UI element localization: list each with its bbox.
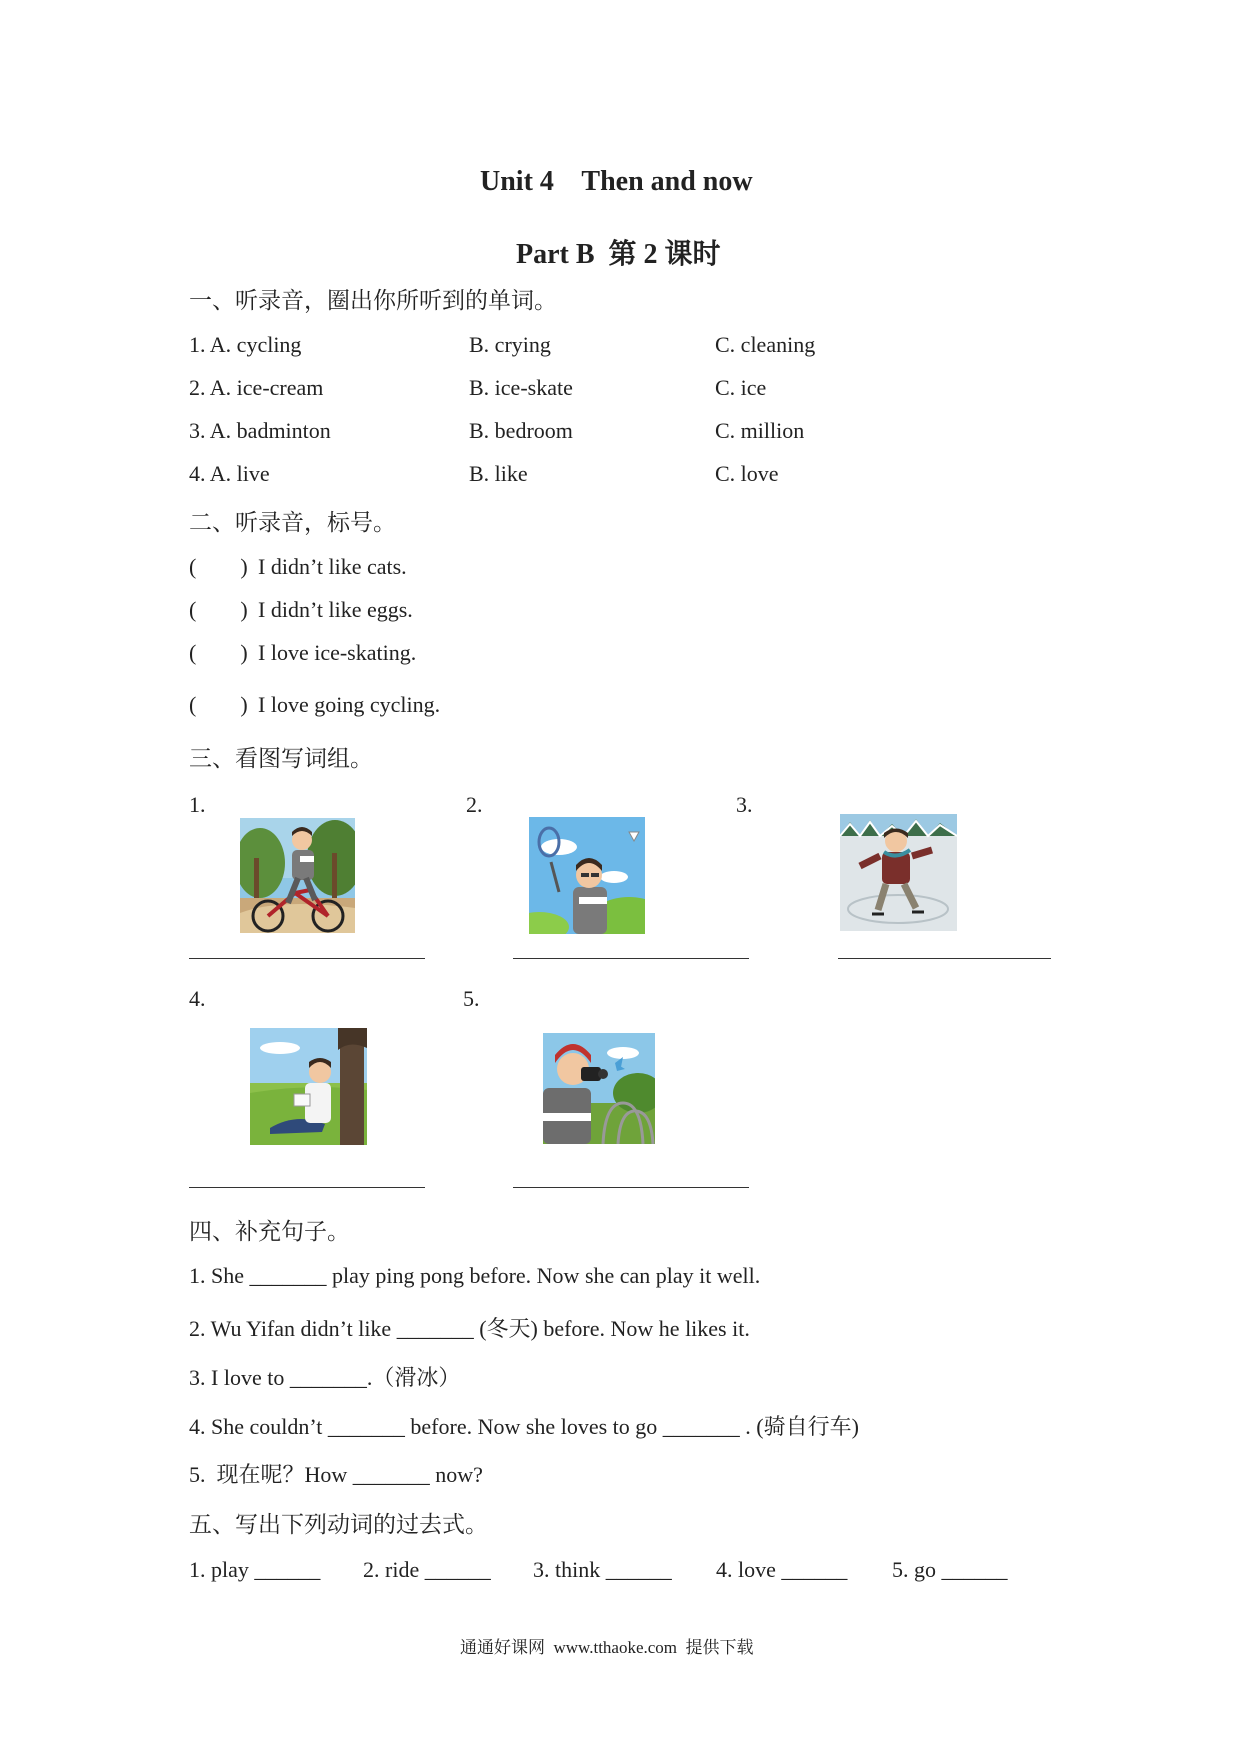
s3-answer-line-1[interactable] <box>189 957 425 959</box>
section4-heading: 四、补充句子。 <box>189 1219 350 1244</box>
s4-sentence-4: 4. She couldn’t _______ before. Now she loves to go _______ . (骑自行车) <box>189 1414 859 1439</box>
section5-heading: 五、写出下列动词的过去式。 <box>189 1512 488 1537</box>
s4-sentence-1: 1. She _______ play ping pong before. Now she can play it well. <box>189 1263 761 1288</box>
s1-row3-b: B. bedroom <box>469 418 573 443</box>
s2-item3-paren[interactable]: ( ) <box>189 640 248 665</box>
s1-row1-b: B. crying <box>469 332 551 357</box>
s3-answer-line-3[interactable] <box>838 957 1051 959</box>
s5-verb-4: 4. love ______ <box>716 1557 848 1582</box>
section2-heading: 二、听录音，标号。 <box>189 510 396 535</box>
taking-photos-picture <box>543 1033 655 1144</box>
s1-row4-a: 4. A. live <box>189 461 270 486</box>
s4-sentence-2: 2. Wu Yifan didn’t like _______ (冬天) before. Now he likes it. <box>189 1316 750 1341</box>
s5-verb-2: 2. ride ______ <box>363 1557 491 1582</box>
footer-credit: 通通好课网 www.tthaoke.com 提供下载 <box>460 1638 754 1657</box>
s3-num5: 5. <box>463 986 480 1011</box>
s1-row1-a: 1. A. cycling <box>189 332 302 357</box>
s2-item1-text: I didn’t like cats. <box>258 554 407 579</box>
s3-answer-line-2[interactable] <box>513 957 749 959</box>
s1-row2-c: C. ice <box>715 375 767 400</box>
s2-item4-text: I love going cycling. <box>258 692 441 717</box>
s1-row2-a: 2. A. ice-cream <box>189 375 324 400</box>
s4-sentence-3: 3. I love to _______.（滑冰） <box>189 1365 461 1390</box>
s1-row3-c: C. million <box>715 418 805 443</box>
s1-row4-c: C. love <box>715 461 779 486</box>
cycling-picture <box>240 818 355 933</box>
s1-row2-b: B. ice-skate <box>469 375 573 400</box>
s2-item3-text: I love ice-skating. <box>258 640 417 665</box>
ice-skating-picture <box>840 814 957 931</box>
s5-verb-3: 3. think ______ <box>533 1557 672 1582</box>
s3-answer-line-5[interactable] <box>513 1186 749 1188</box>
s3-num4: 4. <box>189 986 206 1011</box>
section1-heading: 一、听录音，圈出你所听到的单词。 <box>189 288 557 313</box>
s2-item4-paren[interactable]: ( ) <box>189 692 248 717</box>
s1-row1-c: C. cleaning <box>715 332 816 357</box>
section3-heading: 三、看图写词组。 <box>189 746 373 771</box>
lesson-title: Part B 第 2 课时 <box>516 239 721 270</box>
s3-num3: 3. <box>736 792 753 817</box>
unit-title: Unit 4 Then and now <box>480 166 753 197</box>
s1-row3-a: 3. A. badminton <box>189 418 331 443</box>
s2-item2-text: I didn’t like eggs. <box>258 597 413 622</box>
s2-item1-paren[interactable]: ( ) <box>189 554 248 579</box>
s3-num1: 1. <box>189 792 206 817</box>
s1-row4-b: B. like <box>469 461 528 486</box>
badminton-picture <box>529 817 645 934</box>
s5-verb-1: 1. play ______ <box>189 1557 321 1582</box>
s4-sentence-5: 5. 现在呢？How _______ now? <box>189 1462 483 1487</box>
reading-picture <box>250 1028 367 1145</box>
s5-verb-5: 5. go ______ <box>892 1557 1008 1582</box>
s3-answer-line-4[interactable] <box>189 1186 425 1188</box>
s3-num2: 2. <box>466 792 483 817</box>
s2-item2-paren[interactable]: ( ) <box>189 597 248 622</box>
